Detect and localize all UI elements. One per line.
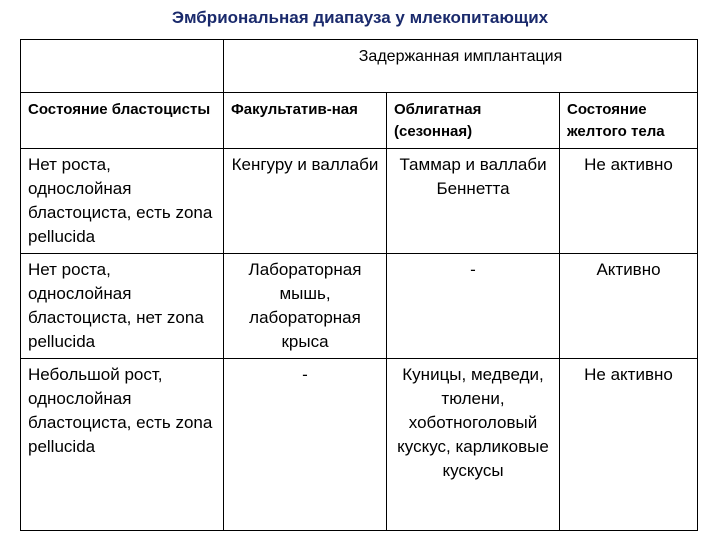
obligate-text: Куницы, медведи, тюлени, хоботноголовый кускус, карликовые кускусы: [397, 365, 549, 480]
cell-corpus-luteum: [560, 149, 698, 254]
header-state-label: Состояние бластоцисты: [28, 101, 211, 118]
cell-obligate: [387, 149, 560, 254]
cell-state: [21, 149, 224, 254]
facultative-text: Лабораторная мышь, лабораторная крыса: [248, 260, 362, 351]
cell-corpus-luteum: [560, 359, 698, 531]
table-row: [21, 359, 698, 531]
cell-facultative: [224, 359, 387, 531]
table-row: [21, 149, 698, 254]
corpus-luteum-text: Не активно: [584, 155, 673, 174]
cell-corpus-luteum: [560, 254, 698, 359]
obligate-text: Таммар и валлаби Беннетта: [399, 155, 547, 198]
super-header-label: Задержанная имплантация: [358, 48, 563, 65]
facultative-text: -: [302, 365, 308, 384]
super-header-row: [21, 40, 698, 93]
corpus-luteum-text: Активно: [596, 260, 661, 279]
header-facultative-label: Факультатив-ная: [231, 101, 358, 118]
page-title: Эмбриональная диапауза у млекопитающих: [171, 8, 549, 27]
diapause-table: [20, 39, 698, 531]
facultative-text: Кенгуру и валлаби: [231, 155, 379, 174]
header-cell-state: [21, 93, 224, 149]
cell-obligate: [387, 359, 560, 531]
table-row: [21, 254, 698, 359]
state-text: Небольшой рост, однослойная бластоциста, есть zona pellucida: [28, 365, 213, 456]
header-row: [21, 93, 698, 149]
super-header-cell: [224, 40, 698, 93]
cell-facultative: [224, 149, 387, 254]
cell-obligate: [387, 254, 560, 359]
cell-facultative: [224, 254, 387, 359]
header-obligate-label: Облигатная (сезонная): [394, 101, 482, 140]
header-cell-facultative: [224, 93, 387, 149]
header-cell-obligate: [387, 93, 560, 149]
state-text: Нет роста, однослойная бластоциста, нет zona pellucida: [28, 260, 204, 351]
header-corpus-luteum-label: Состояние желтого тела: [567, 101, 665, 140]
cell-state: [21, 254, 224, 359]
obligate-text: -: [470, 260, 476, 279]
corpus-luteum-text: Не активно: [584, 365, 673, 384]
state-text: Нет роста, однослойная бластоциста, есть zona pellucida: [28, 155, 213, 246]
header-cell-corpus-luteum: [560, 93, 698, 149]
empty-corner-cell: [21, 40, 224, 93]
cell-state: [21, 359, 224, 531]
